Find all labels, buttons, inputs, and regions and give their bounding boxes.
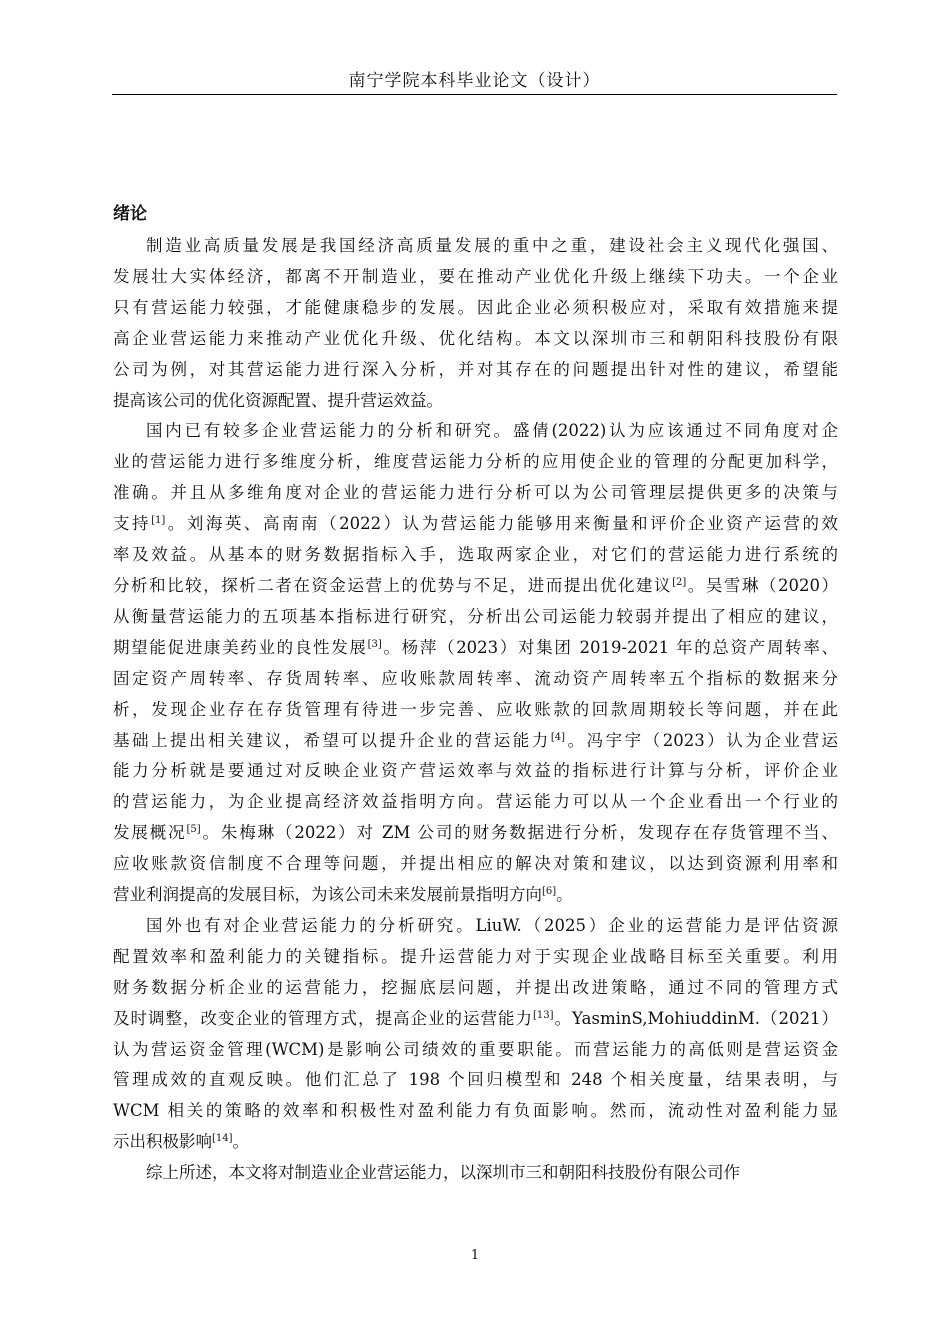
citation-marker: [6] [542,886,557,898]
text-line: 析，发现企业存在存货管理有待进一步完善、应收账款的回款周期较长等问题，并在此 [113,699,838,719]
text-line: 业的营运能力进行多维度分析，维度营运能力分析的应用使企业的管理的分配更加科学， [113,452,838,472]
text-line: 营业利润提高的发展目标，为该公司未来发展前景指明方向[6]。 [113,885,573,905]
text-line: 示出积极影响[14]。 [113,1132,250,1152]
header-divider [112,94,837,95]
citation-marker: [2] [672,576,687,588]
text-line: 财务数据分析企业的运营能力，挖掘底层问题，并提出改进策略，通过不同的管理方式 [113,977,838,997]
paragraph [113,416,838,911]
citation-marker: [13] [533,1009,554,1021]
text-line: 高企业营运能力来推动产业优化升级、优化结构。本文以深圳市三和朝阳科技股份有限 [113,328,838,348]
text-line: 应收账款资信制度不合理等问题，并提出相应的解决对策和建议，以达到资源利用率和 [113,854,838,874]
citation-marker: [4] [550,731,566,743]
body-text [113,231,838,1189]
text-line: 及时调整，改变企业的管理方式，提高企业的运营能力[13]。YasminS,MohiuddinM.（2021） [113,1008,838,1028]
running-header: 南宁学院本科毕业论文（设计） [348,71,601,91]
text-line: 国外也有对企业营运能力的分析研究。LiuW.（2025）企业的运营能力是评估资源 [146,915,838,935]
text-line: 基础上提出相关建议，希望可以提升企业的营运能力[4]。冯宇宇（2023）认为企业营运 [113,730,839,750]
text-line: 提高该公司的优化资源配置、提升营运效益。 [113,390,443,410]
citation-marker: [1] [151,515,166,527]
text-line: 率及效益。从基本的财务数据指标入手，选取两家企业，对它们的营运能力进行系统的 [113,545,838,565]
paragraph [113,911,838,1158]
text-line: 期望能促进康美药业的良性发展[3]。杨萍（2023）对集团 2019-2021 年的总资产周转率、 [113,637,838,657]
text-line: 综上所述，本文将对制造业企业营运能力，以深圳市三和朝阳科技股份有限公司作 [146,1163,740,1183]
text-line: WCM 相关的策略的效率和积极性对盈利能力有负面影响。然而，流动性对盈利能力显 [113,1101,838,1121]
text-line: 只有营运能力较强，才能健康稳步的发展。因此企业必须积极应对，采取有效措施来提 [113,297,838,317]
text-line: 制造业高质量发展是我国经济高质量发展的重中之重，建设社会主义现代化强国、 [146,236,838,255]
text-line: 分析和比较，探析二者在资金运营上的优势与不足，进而提出优化建议[2]。吴雪琳（2020） [113,575,839,595]
citation-marker: [14] [212,1133,233,1145]
citation-marker: [5] [186,824,201,836]
text-line: 能力分析就是要通过对反映企业资产营运效率与效益的指标进行计算与分析，评价企业 [113,761,838,781]
text-line: 国内已有较多企业营运能力的分析和研究。盛倩(2022)认为应该通过不同角度对企 [146,421,838,441]
text-line: 从衡量营运能力的五项基本指标进行研究，分析出公司运能力较弱并提出了相应的建议， [113,606,838,626]
text-line: 固定资产周转率、存货周转率、应收账款周转率、流动资产周转率五个指标的数据来分 [113,668,838,688]
citation-marker: [3] [367,638,382,650]
paragraph [113,231,838,416]
text-line: 公司为例，对其营运能力进行深入分析，并对其存在的问题提出针对性的建议，希望能 [113,359,838,379]
text-line: 发展壮大实体经济，都离不开制造业，要在推动产业优化升级上继续下功夫。一个企业 [113,266,838,286]
text-line: 发展概况[5]。朱梅琳（2022）对 ZM 公司的财务数据进行分析，发现存在存货管理不当、 [113,823,839,843]
text-line: 的营运能力，为企业提高经济效益指明方向。营运能力可以从一个企业看出一个行业的 [113,792,838,812]
text-line: 支持[1]。刘海英、高南南（2022）认为营运能力能够用来衡量和评价企业资产运营的效 [113,514,838,534]
paragraph [113,1158,838,1189]
page-number: 1 [470,1248,480,1263]
section-title: 绪论 [113,204,147,224]
text-line: 管理成效的直观反映。他们汇总了 198 个回归模型和 248 个相关度量，结果表明，与 [113,1070,838,1090]
text-line: 认为营运资金管理(WCM)是影响公司绩效的重要职能。而营运能力的高低则是营运资金 [113,1039,838,1059]
text-line: 配置效率和盈利能力的关键指标。提升运营能力对于实现企业战略目标至关重要。利用 [113,946,838,966]
text-line: 准确。并且从多维角度对企业的营运能力进行分析可以为公司管理层提供更多的决策与 [113,483,838,503]
